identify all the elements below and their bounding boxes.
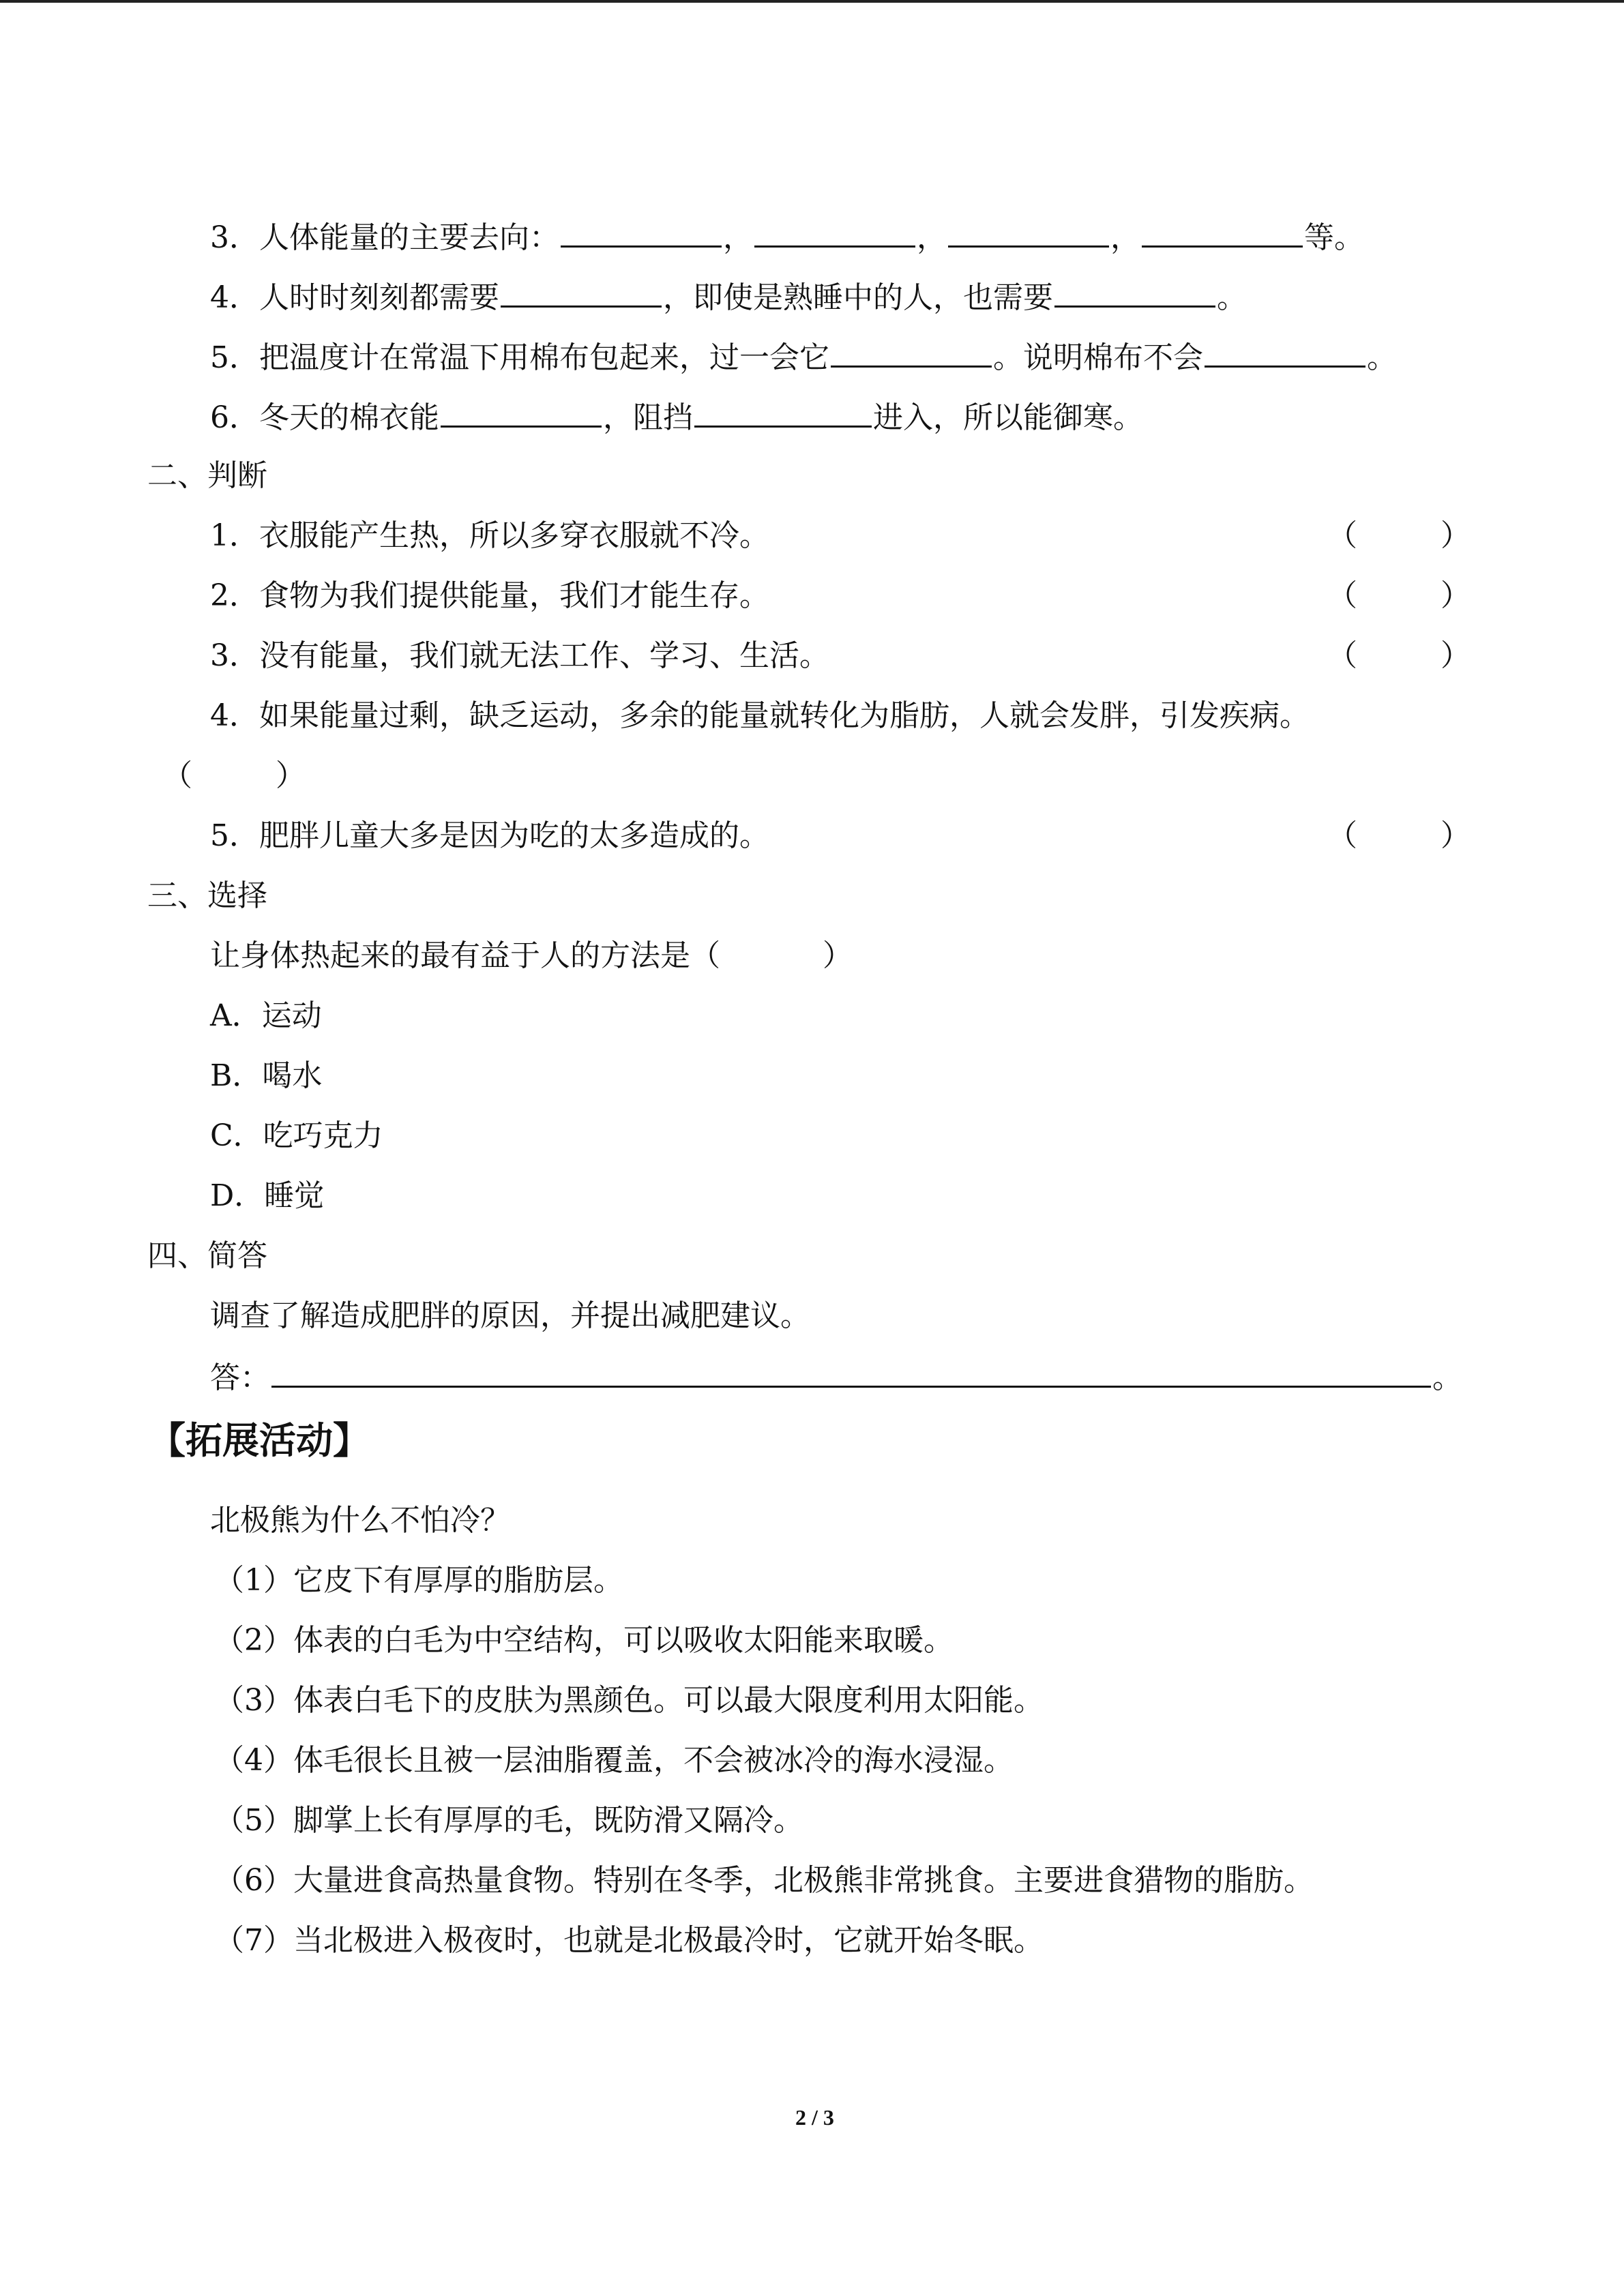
answer-blank[interactable] — [271, 1357, 1431, 1388]
answer-paren-open[interactable]: （ — [1327, 518, 1357, 553]
answer-blank[interactable] — [561, 217, 722, 248]
extension-item-5: （5）脚掌上长有厚厚的毛，既防滑又隔冷。 — [214, 1803, 803, 1838]
answer-paren-open[interactable]: （ — [1327, 818, 1357, 853]
choice-option-a[interactable]: A．运动 — [210, 998, 322, 1033]
judge-item-4: 4．如果能量过剩，缺乏运动，多余的能量就转化为脂肪，人就会发胖，引发疾病。 — [210, 698, 1310, 733]
extension-item-6: （6）大量进食高热量食物。特别在冬季，北极熊非常挑食。主要进食猎物的脂肪。 — [214, 1863, 1314, 1898]
fill-question-3: 3．人体能量的主要去向： ， ， ， 等。 — [210, 217, 1364, 257]
page-number: 2 / 3 — [795, 2105, 834, 2130]
extension-item-2: （2）体表的白毛为中空结构，可以吸收太阳能来取暖。 — [214, 1623, 954, 1658]
answer-paren-close[interactable]: ） — [1441, 638, 1471, 673]
extension-question: 北极熊为什么不怕冷？ — [210, 1503, 510, 1538]
answer-blank[interactable] — [831, 337, 992, 368]
answer-blank[interactable] — [754, 217, 915, 248]
top-border — [0, 0, 1624, 3]
section-title-judge: 二、判断 — [147, 458, 267, 493]
answer-paren-close[interactable]: ） — [1441, 578, 1471, 613]
choice-option-b[interactable]: B．喝水 — [210, 1058, 323, 1093]
choice-option-c[interactable]: C．吃巧克力 — [210, 1118, 383, 1153]
judge-item-3: 3．没有能量，我们就无法工作、学习、生活。 — [210, 638, 829, 673]
extension-heading: 【拓展活动】 — [149, 1419, 370, 1462]
answer-paren-open[interactable]: （ — [1327, 578, 1357, 613]
judge-item-2: 2．食物为我们提供能量，我们才能生存。 — [210, 578, 769, 613]
short-question: 调查了解造成肥胖的原因，并提出减肥建议。 — [210, 1298, 810, 1333]
section-title-short: 四、简答 — [147, 1238, 267, 1273]
fill-question-6: 6．冬天的棉衣能 ，阻挡 进入，所以能御寒。 — [210, 397, 1143, 437]
answer-paren-open[interactable]: （ — [162, 758, 192, 793]
short-answer-line: 答： 。 — [210, 1357, 1462, 1397]
choice-option-d[interactable]: D．睡觉 — [210, 1178, 325, 1213]
extension-item-4: （4）体毛很长且被一层油脂覆盖，不会被冰冷的海水浸湿。 — [214, 1743, 1014, 1778]
answer-paren-close[interactable]: ） — [1441, 818, 1471, 853]
judge-item-5: 5．肥胖儿童大多是因为吃的太多造成的。 — [210, 818, 769, 853]
answer-blank[interactable] — [694, 397, 872, 428]
answer-blank[interactable] — [1054, 277, 1215, 308]
answer-paren-close[interactable]: ） — [276, 758, 306, 793]
answer-blank[interactable] — [441, 397, 602, 428]
extension-item-3: （3）体表白毛下的皮肤为黑颜色。可以最大限度利用太阳能。 — [214, 1683, 1044, 1718]
answer-paren-close[interactable]: ） — [1441, 518, 1471, 553]
answer-paren-open[interactable]: （ — [1327, 638, 1357, 673]
answer-blank[interactable] — [1142, 217, 1303, 248]
section-title-choice: 三、选择 — [147, 878, 267, 913]
extension-item-1: （1）它皮下有厚厚的脂肪层。 — [214, 1563, 623, 1598]
fill-question-5: 5．把温度计在常温下用棉布包起来，过一会它 。说明棉布不会 。 — [210, 337, 1397, 377]
answer-blank[interactable] — [1205, 337, 1365, 368]
judge-item-1: 1．衣服能产生热，所以多穿衣服就不冷。 — [210, 518, 769, 553]
choice-question: 让身体热起来的最有益于人的方法是（ ） — [210, 938, 853, 973]
extension-item-7: （7）当北极进入极夜时，也就是北极最冷时，它就开始冬眠。 — [214, 1923, 1044, 1958]
answer-blank[interactable] — [948, 217, 1109, 248]
fill-question-4: 4．人时时刻刻都需要 ，即使是熟睡中的人，也需要 。 — [210, 277, 1247, 317]
answer-blank[interactable] — [501, 277, 662, 308]
